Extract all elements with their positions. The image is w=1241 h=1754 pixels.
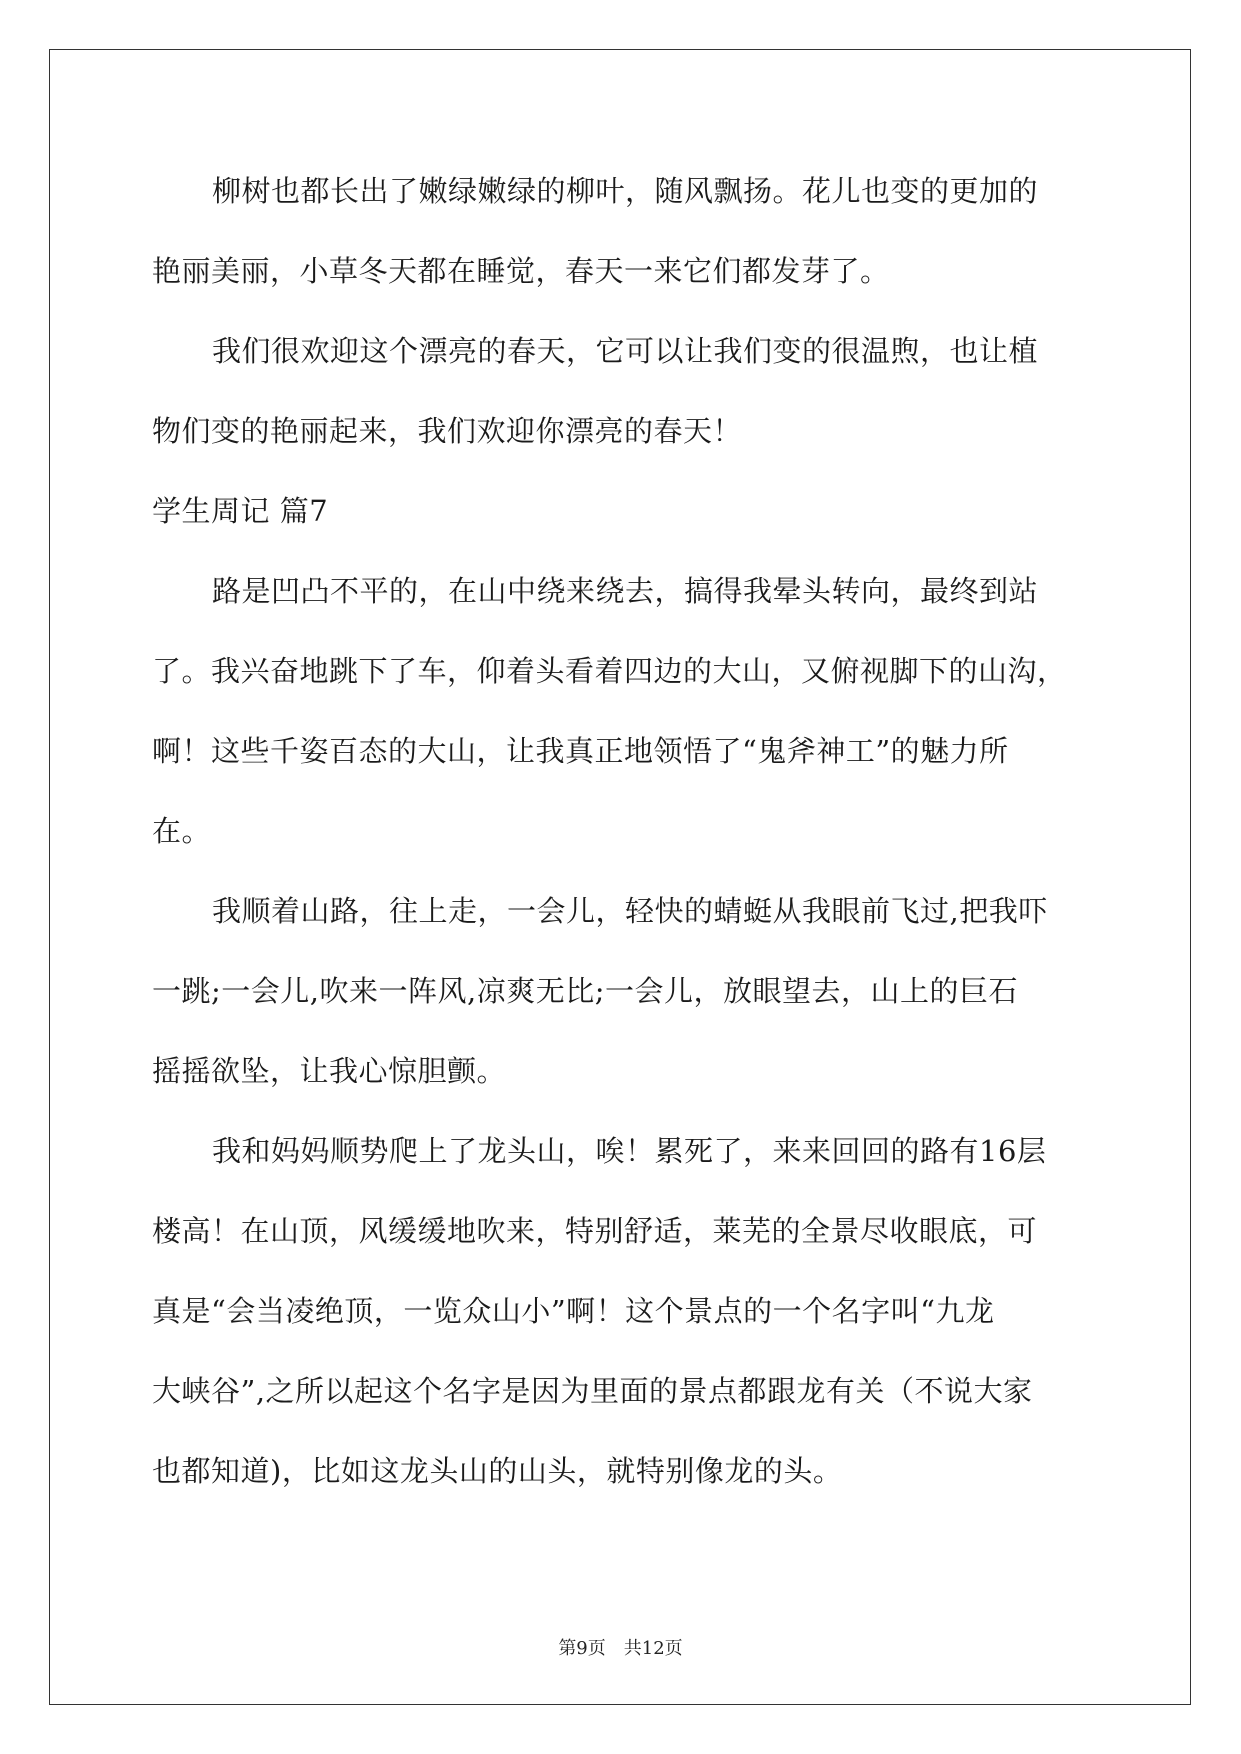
- text-line: 我顺着山路，往上走，一会儿，轻快的蜻蜓从我眼前飞过,把我吓: [212, 894, 1048, 928]
- page-footer: [0, 1634, 1241, 1660]
- text-line: 一跳;一会儿,吹来一阵风,凉爽无比;一会儿，放眼望去，山上的巨石: [152, 974, 1018, 1008]
- paragraph-mountain-road: [152, 551, 1092, 871]
- text-line: 了。我兴奋地跳下了车，仰着头看着四边的大山，又俯视脚下的山沟，: [152, 654, 1067, 688]
- paragraph-welcome-spring: [152, 311, 1092, 471]
- page-total: 共12页: [623, 1638, 683, 1659]
- text-line: 楼高！在山顶，风缓缓地吹来，特别舒适，莱芜的全景尽收眼底，可: [152, 1214, 1038, 1248]
- text-line: 艳丽美丽，小草冬天都在睡觉，春天一来它们都发芽了。: [152, 254, 890, 288]
- text-line: 也都知道)，比如这龙头山的山头，就特别像龙的头。: [152, 1454, 843, 1488]
- paragraph-mountain-path: [152, 871, 1092, 1111]
- text-line: 路是凹凸不平的，在山中绕来绕去，搞得我晕头转向，最终到站: [212, 574, 1039, 608]
- section-heading: 学生周记 篇7: [152, 494, 329, 528]
- text-line: 在。: [152, 814, 212, 848]
- text-line: 我和妈妈顺势爬上了龙头山，唉！累死了，来来回回的路有16层: [212, 1134, 1047, 1168]
- paragraph-dragon-head-mountain: [152, 1111, 1092, 1511]
- text-line: 啊！这些千姿百态的大山，让我真正地领悟了“鬼斧神工”的魅力所: [152, 734, 1009, 768]
- text-line: 柳树也都长出了嫩绿嫩绿的柳叶，随风飘扬。花儿也变的更加的: [212, 174, 1039, 208]
- text-line: 我们很欢迎这个漂亮的春天，它可以让我们变的很温煦，也让植: [212, 334, 1039, 368]
- page-number: 第9页: [558, 1638, 606, 1659]
- text-line: 物们变的艳丽起来，我们欢迎你漂亮的春天！: [152, 414, 743, 448]
- document-body: [152, 151, 1092, 1511]
- text-line: 真是“会当凌绝顶，一览众山小”啊！这个景点的一个名字叫“九龙: [152, 1294, 995, 1328]
- paragraph-willows: [152, 151, 1092, 311]
- text-line: 摇摇欲坠，让我心惊胆颤。: [152, 1054, 507, 1088]
- text-line: 大峡谷”,之所以起这个名字是因为里面的景点都跟龙有关（不说大家: [152, 1374, 1033, 1408]
